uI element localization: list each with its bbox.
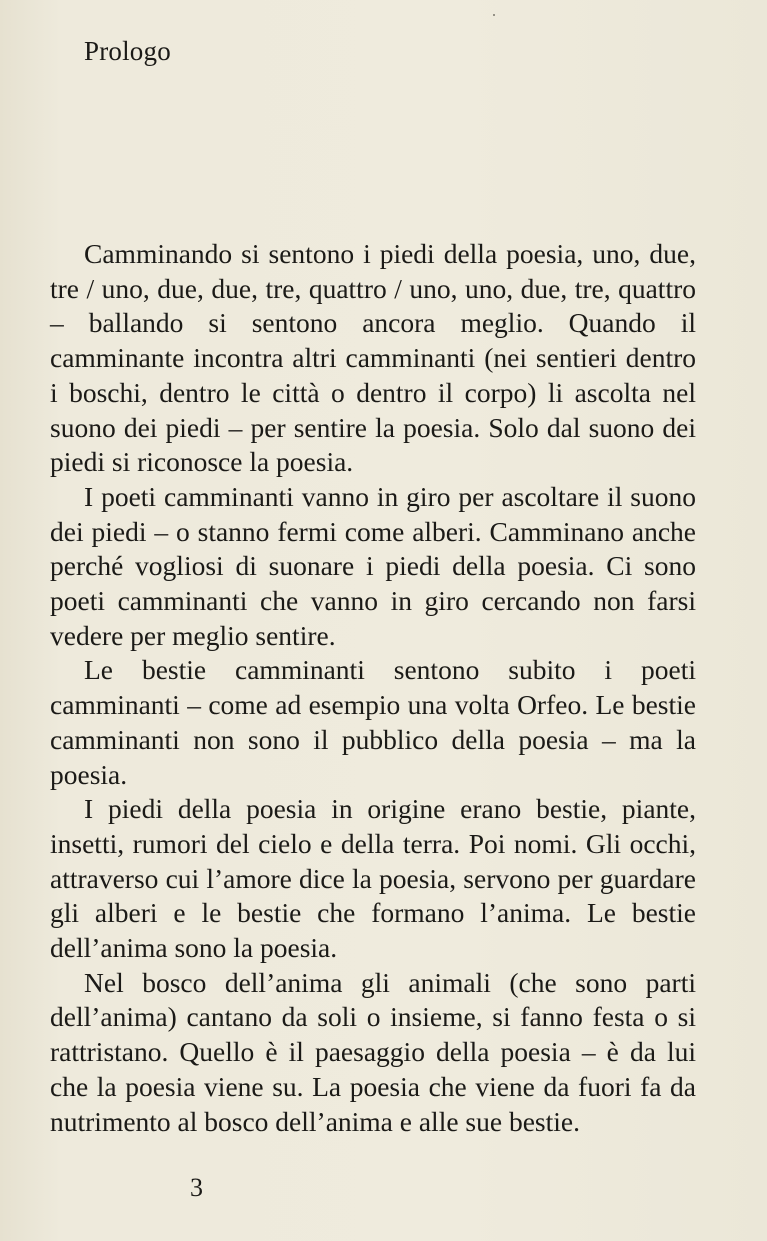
paragraph-2: I poeti camminanti vanno in giro per ascoltare il suono dei piedi – o stanno fermi come alberi. Camminano anche perché vogliosi di suonare i piedi della poesia. Ci sono poeti camminanti che vanno in giro cercando non farsi vedere per meglio sentire. [50,480,696,651]
prologue-text [50,237,696,1139]
paragraph-4: I piedi della poesia in origine erano bestie, piante, insetti, rumori del cielo e della terra. Poi nomi. Gli occhi, attraverso cui l’amore dice la poesia, servono per guardare gli alberi e le bestie che formano l’anima. Le bestie dell’anima sono la poesia. [50,793,696,964]
paper-speck [493,14,495,16]
page-number: 3 [190,1173,203,1202]
paragraph-3: Le bestie camminanti sentono subito i poeti camminanti – come ad esempio una volta Orfeo. Le bestie camminanti non sono il pubblico della poesia – ma la poesia. [50,654,696,790]
paragraph-1: Camminando si sentono i piedi della poesia, uno, due, tre / uno, due, due, tre, quattro / uno, uno, due, tre, quattro – ballando si sentono ancora meglio. Quando il camminante incontra altri camminanti (nei sentieri dentro i boschi, dentro le città o dentro il corpo) li ascolta nel suono dei piedi – per sentire la poesia. Solo dal suono dei piedi si riconosce la poesia. [50,238,696,478]
paragraph-5: Nel bosco dell’anima gli animali (che sono parti dell’anima) cantano da soli o insieme, si fanno festa o si rattristano. Quello è il paesaggio della poesia – è da lui che la poesia viene su. La poesia che viene da fuori fa da nutrimento al bosco dell’anima e alle sue bestie. [50,966,696,1137]
page-header-title: Prologo [84,36,171,66]
